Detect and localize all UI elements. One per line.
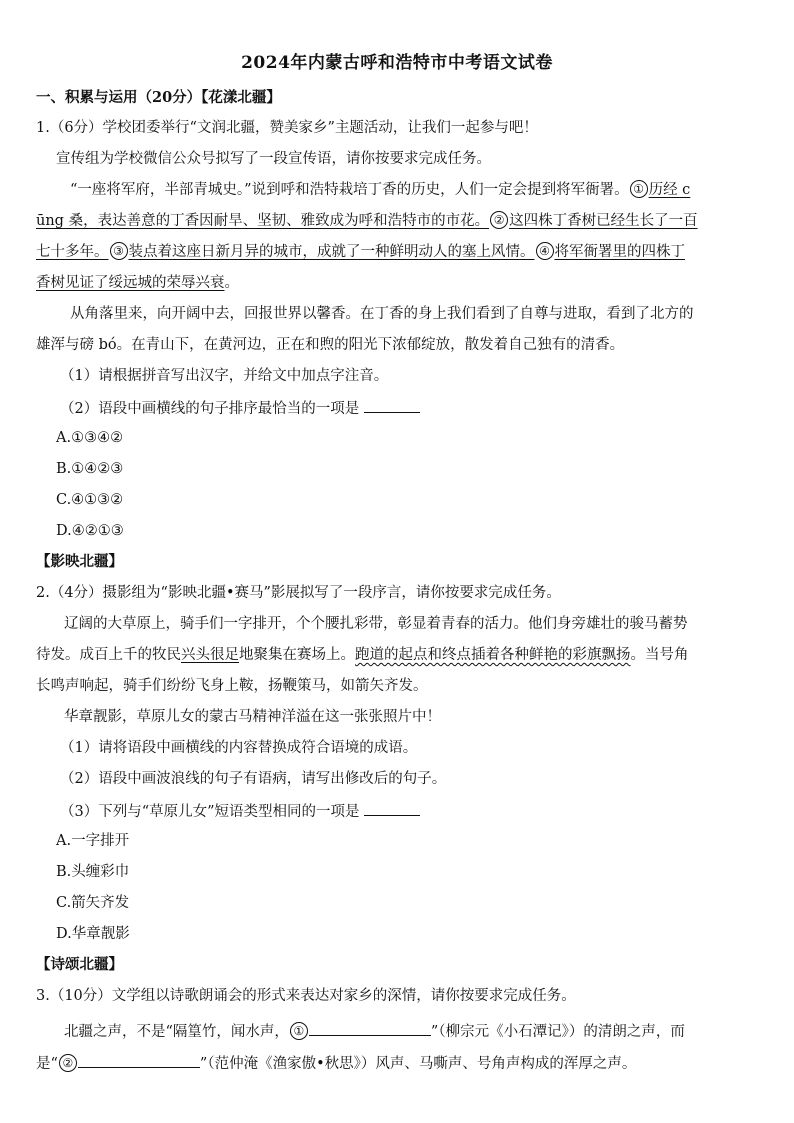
underlined-sentence-2-cont: 七十多年。: [36, 244, 109, 260]
q3-line1: [64, 1019, 685, 1043]
q2-sub3: [60, 799, 420, 823]
q1-para1-line4: [36, 272, 239, 294]
underlined-sentence-4-cont: 香树见证了绥远城的荣辱兴衰: [36, 275, 225, 291]
circle-number: ③: [110, 242, 128, 260]
q3-text: 北疆之声，不是“隔篁竹，闻水声，: [64, 1024, 289, 1040]
underlined-phrase: 兴头很足: [181, 647, 239, 663]
q1-sub1: （1）请根据拼音写出汉字，并给文中加点字注音。: [60, 368, 389, 384]
q1-para1-line2: [36, 210, 698, 232]
answer-blank[interactable]: [364, 799, 420, 816]
q3-text: 是“: [36, 1056, 58, 1072]
q2-option-b[interactable]: B.头缠彩巾: [56, 864, 130, 880]
q2-sub3-text: （3）下列与“草原儿女”短语类型相同的一项是: [60, 804, 360, 820]
underlined-sentence-1: 历经 c: [648, 182, 691, 198]
q1-option-b[interactable]: B.①④②③: [56, 461, 124, 477]
section3-heading: 【诗颂北疆】: [36, 956, 123, 973]
q2-para2: 华章靓影，草原儿女的蒙古马精神洋溢在这一张张照片中！: [64, 709, 441, 725]
q2-para1-line3: 长鸣声响起，骑手们纷纷飞身上鞍，扬鞭策马，如箭矢齐发。: [36, 678, 428, 694]
q1-para1-line1: [70, 179, 690, 201]
q1-para2-line1: 从角落里来，向开阔中去，回报世界以馨香。在丁香的身上我们看到了自尊与进取，看到了北方的: [70, 306, 694, 322]
q2-text: 。当号角: [630, 647, 689, 663]
q3-line2: [36, 1051, 636, 1075]
q2-option-a[interactable]: A.一字排开: [56, 833, 130, 849]
q2-sub1: （1）请将语段中画横线的内容替换成符合语境的成语。: [60, 740, 418, 756]
circle-number: ②: [490, 211, 508, 229]
answer-blank[interactable]: [364, 396, 420, 413]
q1-intro: 宣传组为学校微信公众号拟写了一段宣传语，请你按要求完成任务。: [56, 151, 491, 167]
q2-option-d[interactable]: D.华章靓影: [56, 926, 130, 942]
q2-para1-line2: [36, 644, 689, 666]
q1-option-a[interactable]: A.①③④②: [56, 430, 124, 446]
q3-stem: 3.（10分）文学组以诗歌朗诵会的形式来表达对家乡的深情，请你按要求完成任务。: [36, 988, 576, 1004]
fill-blank-1[interactable]: [309, 1019, 431, 1036]
q2-text: 待发。成百上千的牧民: [36, 647, 181, 663]
q2-stem: 2.（4分）摄影组为“影映北疆•赛马”影展拟写了一段序言，请你按要求完成任务。: [36, 585, 561, 601]
q3-text: ”（范仲淹《渔家傲•秋思》）风声、马嘶声、号角声构成的浑厚之声。: [199, 1056, 637, 1072]
q1-option-d[interactable]: D.④②①③: [56, 523, 124, 539]
section1-heading: 一、积累与运用（20分）【花漾北疆】: [36, 89, 281, 106]
q1-para2-line2: 雄浑与磅 bó。在青山下，在黄河边，正在和煦的阳光下浓郁绽放，散发着自己独有的清香。: [36, 337, 625, 353]
q3-text: ”（柳宗元《小石潭记》）的清朗之声，而: [430, 1024, 685, 1040]
q2-text: 地聚集在赛场上。: [239, 647, 355, 663]
q1-para1-line3: [36, 241, 685, 263]
wavy-sentence: 跑道的起点和终点插着各种鲜艳的彩旗飘扬: [355, 647, 631, 663]
q1-text: 。: [224, 275, 239, 291]
q2-option-c[interactable]: C.箭矢齐发: [56, 895, 130, 911]
q1-option-c[interactable]: C.④①③②: [56, 492, 124, 508]
page-title: 2024年内蒙古呼和浩特市中考语文试卷: [241, 53, 553, 73]
underlined-sentence-4: 将军衙署里的四株丁: [554, 244, 685, 260]
circle-number: ①: [290, 1022, 308, 1040]
underlined-sentence-3: 装点着这座日新月异的城市，成就了一种鲜明动人的塞上风情。: [128, 244, 535, 260]
q1-sub2-text: （2）语段中画横线的句子排序最恰当的一项是: [60, 401, 360, 417]
underlined-sentence-1-cont: ūng 桑，表达善意的丁香因耐旱、坚韧、雅致成为呼和浩特市的市花。: [36, 213, 490, 229]
fill-blank-2[interactable]: [78, 1051, 200, 1068]
q1-stem: 1.（6分）学校团委举行“文润北疆，赞美家乡”主题活动，让我们一起参与吧！: [36, 120, 538, 136]
q2-sub2: （2）语段中画波浪线的句子有语病，请写出修改后的句子。: [60, 771, 447, 787]
circle-number: ①: [630, 180, 648, 198]
circle-number: ④: [536, 242, 554, 260]
q1-text: “一座将军府，半部青城史。”说到呼和浩特栽培丁香的历史，人们一定会提到将军衙署。: [70, 182, 629, 198]
section2-heading: 【影映北疆】: [36, 553, 123, 570]
q1-sub2: [60, 396, 420, 420]
q2-para1-line1: 辽阔的大草原上，骑手们一字排开，个个腰扎彩带，彰显着青春的活力。他们身旁雄壮的骏马蓄势: [64, 616, 688, 632]
circle-number: ②: [59, 1054, 77, 1072]
underlined-sentence-2: 这四株丁香树已经生长了一百: [509, 213, 698, 229]
